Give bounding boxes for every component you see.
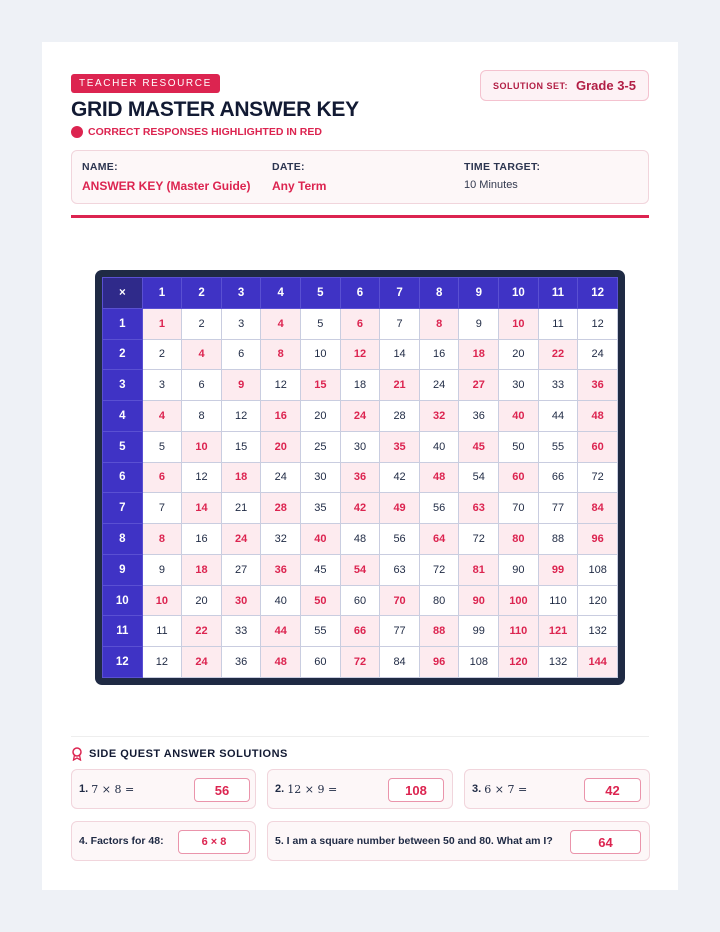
product-cell: 60 [499, 462, 539, 493]
product-cell: 96 [578, 524, 618, 555]
column-header: 10 [499, 278, 539, 309]
product-cell: 72 [340, 647, 380, 678]
product-cell: 12 [221, 401, 261, 432]
product-cell: 21 [221, 493, 261, 524]
table-row [103, 370, 618, 401]
table-row [103, 493, 618, 524]
product-cell: 9 [142, 554, 182, 585]
product-cell: 6 [182, 370, 222, 401]
column-header: 7 [380, 278, 420, 309]
product-cell: 22 [182, 616, 222, 647]
info-panel [71, 150, 649, 204]
product-cell: 24 [578, 339, 618, 370]
row-header: 9 [103, 554, 143, 585]
q1-answer: 56 [194, 778, 250, 802]
table-row [103, 647, 618, 678]
name-field [82, 161, 250, 193]
product-cell: 9 [459, 308, 499, 339]
product-cell: 80 [419, 585, 459, 616]
product-cell: 18 [340, 370, 380, 401]
product-cell: 88 [419, 616, 459, 647]
product-cell: 77 [538, 493, 578, 524]
product-cell: 56 [380, 524, 420, 555]
product-cell: 9 [221, 370, 261, 401]
product-cell: 32 [419, 401, 459, 432]
product-cell: 84 [578, 493, 618, 524]
product-cell: 20 [261, 431, 301, 462]
product-cell: 55 [301, 616, 341, 647]
table-row [103, 431, 618, 462]
product-cell: 49 [380, 493, 420, 524]
product-cell: 10 [182, 431, 222, 462]
red-dot-icon [71, 126, 83, 138]
product-cell: 70 [380, 585, 420, 616]
product-cell: 50 [499, 431, 539, 462]
time-target-field [464, 161, 540, 191]
table-row [103, 401, 618, 432]
product-cell: 36 [459, 401, 499, 432]
ribbon-icon [71, 747, 83, 761]
q2-expression: 12 × 9 = [287, 782, 338, 796]
product-cell: 11 [142, 616, 182, 647]
product-cell: 56 [419, 493, 459, 524]
product-cell: 27 [459, 370, 499, 401]
product-cell: 24 [419, 370, 459, 401]
product-cell: 96 [419, 647, 459, 678]
product-cell: 132 [578, 616, 618, 647]
product-cell: 12 [182, 462, 222, 493]
q2-number: 2. [275, 783, 285, 795]
row-header: 1 [103, 308, 143, 339]
product-cell: 35 [301, 493, 341, 524]
product-cell: 66 [340, 616, 380, 647]
product-cell: 36 [261, 554, 301, 585]
date-label: DATE: [272, 161, 305, 173]
solution-set-box [480, 70, 649, 101]
product-cell: 8 [182, 401, 222, 432]
product-cell: 5 [301, 308, 341, 339]
product-cell: 18 [221, 462, 261, 493]
product-cell: 36 [221, 647, 261, 678]
product-cell: 3 [221, 308, 261, 339]
product-cell: 50 [301, 585, 341, 616]
name-label: NAME: [82, 161, 118, 173]
product-cell: 40 [261, 585, 301, 616]
product-cell: 7 [142, 493, 182, 524]
product-cell: 132 [538, 647, 578, 678]
q3-answer: 42 [584, 778, 641, 802]
product-cell: 5 [142, 431, 182, 462]
product-cell: 66 [538, 462, 578, 493]
product-cell: 63 [380, 554, 420, 585]
product-cell: 20 [182, 585, 222, 616]
product-cell: 24 [182, 647, 222, 678]
q1-number: 1. [79, 783, 89, 795]
table-row [103, 585, 618, 616]
product-cell: 33 [538, 370, 578, 401]
product-cell: 64 [419, 524, 459, 555]
product-cell: 18 [182, 554, 222, 585]
column-header: 5 [301, 278, 341, 309]
multiplication-table [102, 277, 618, 678]
date-field [272, 161, 326, 193]
product-cell: 77 [380, 616, 420, 647]
product-cell: 60 [301, 647, 341, 678]
product-cell: 12 [578, 308, 618, 339]
product-cell: 42 [340, 493, 380, 524]
product-cell: 14 [380, 339, 420, 370]
product-cell: 40 [419, 431, 459, 462]
product-cell: 15 [221, 431, 261, 462]
product-cell: 99 [538, 554, 578, 585]
product-cell: 32 [261, 524, 301, 555]
column-header: 1 [142, 278, 182, 309]
row-header: 4 [103, 401, 143, 432]
product-cell: 30 [499, 370, 539, 401]
solution-set-label: SOLUTION SET: [493, 80, 569, 91]
product-cell: 72 [578, 462, 618, 493]
product-cell: 24 [221, 524, 261, 555]
name-value: ANSWER KEY (Master Guide) [82, 179, 251, 193]
product-cell: 54 [340, 554, 380, 585]
product-cell: 2 [182, 308, 222, 339]
product-cell: 120 [578, 585, 618, 616]
product-cell: 42 [380, 462, 420, 493]
product-cell: 48 [419, 462, 459, 493]
product-cell: 28 [261, 493, 301, 524]
row-header: 2 [103, 339, 143, 370]
table-row [103, 616, 618, 647]
row-header: 10 [103, 585, 143, 616]
time-value: 10 Minutes [464, 179, 518, 191]
subtitle [71, 126, 322, 138]
q3-number: 3. [472, 783, 482, 795]
row-header: 11 [103, 616, 143, 647]
product-cell: 36 [578, 370, 618, 401]
product-cell: 40 [301, 524, 341, 555]
product-cell: 48 [578, 401, 618, 432]
question-5 [267, 821, 650, 861]
table-row [103, 554, 618, 585]
product-cell: 2 [142, 339, 182, 370]
section-divider [71, 736, 649, 737]
table-row [103, 462, 618, 493]
product-cell: 110 [499, 616, 539, 647]
solution-set-value: Grade 3-5 [576, 78, 636, 93]
product-cell: 90 [499, 554, 539, 585]
product-cell: 44 [261, 616, 301, 647]
product-cell: 7 [380, 308, 420, 339]
product-cell: 16 [261, 401, 301, 432]
product-cell: 72 [459, 524, 499, 555]
row-header: 8 [103, 524, 143, 555]
product-cell: 16 [182, 524, 222, 555]
q5-answer: 64 [570, 830, 641, 854]
product-cell: 20 [499, 339, 539, 370]
product-cell: 21 [380, 370, 420, 401]
product-cell: 6 [142, 462, 182, 493]
product-cell: 100 [499, 585, 539, 616]
row-header: 7 [103, 493, 143, 524]
side-quest-heading [71, 747, 288, 761]
product-cell: 14 [182, 493, 222, 524]
product-cell: 55 [538, 431, 578, 462]
product-cell: 16 [419, 339, 459, 370]
table-row [103, 524, 618, 555]
column-header: 3 [221, 278, 261, 309]
product-cell: 81 [459, 554, 499, 585]
column-header: 12 [578, 278, 618, 309]
product-cell: 10 [142, 585, 182, 616]
column-header: 2 [182, 278, 222, 309]
product-cell: 15 [301, 370, 341, 401]
product-cell: 35 [380, 431, 420, 462]
product-cell: 10 [499, 308, 539, 339]
product-cell: 40 [499, 401, 539, 432]
product-cell: 4 [142, 401, 182, 432]
product-cell: 30 [340, 431, 380, 462]
row-header: 6 [103, 462, 143, 493]
row-header: 12 [103, 647, 143, 678]
question-3 [464, 769, 650, 809]
product-cell: 12 [142, 647, 182, 678]
multiplication-grid [95, 270, 625, 685]
product-cell: 48 [340, 524, 380, 555]
column-header: 11 [538, 278, 578, 309]
q5-text: 5. I am a square number between 50 and 80. What am I? [275, 835, 553, 847]
side-quest-title: SIDE QUEST ANSWER SOLUTIONS [89, 748, 288, 760]
column-header: 8 [419, 278, 459, 309]
column-header: 4 [261, 278, 301, 309]
table-row [103, 339, 618, 370]
q4-text: 4. Factors for 48: [79, 835, 164, 847]
q2-answer: 108 [388, 778, 444, 802]
row-header: 3 [103, 370, 143, 401]
product-cell: 48 [261, 647, 301, 678]
subtitle-text: CORRECT RESPONSES HIGHLIGHTED IN RED [88, 126, 322, 138]
product-cell: 4 [261, 308, 301, 339]
worksheet-page [42, 42, 678, 890]
product-cell: 24 [261, 462, 301, 493]
product-cell: 10 [301, 339, 341, 370]
column-header: 6 [340, 278, 380, 309]
date-value: Any Term [272, 179, 327, 193]
table-row [103, 308, 618, 339]
product-cell: 84 [380, 647, 420, 678]
product-cell: 54 [459, 462, 499, 493]
product-cell: 22 [538, 339, 578, 370]
product-cell: 25 [301, 431, 341, 462]
product-cell: 8 [261, 339, 301, 370]
product-cell: 24 [340, 401, 380, 432]
product-cell: 12 [340, 339, 380, 370]
product-cell: 1 [142, 308, 182, 339]
page-title: GRID MASTER ANSWER KEY [71, 98, 359, 121]
q3-expression: 6 × 7 = [484, 782, 528, 796]
product-cell: 45 [459, 431, 499, 462]
product-cell: 6 [221, 339, 261, 370]
divider-rule [71, 215, 649, 218]
product-cell: 44 [538, 401, 578, 432]
product-cell: 70 [499, 493, 539, 524]
time-label: TIME TARGET: [464, 161, 541, 173]
product-cell: 45 [301, 554, 341, 585]
product-cell: 110 [538, 585, 578, 616]
row-header: 5 [103, 431, 143, 462]
product-cell: 60 [340, 585, 380, 616]
product-cell: 20 [301, 401, 341, 432]
product-cell: 12 [261, 370, 301, 401]
product-cell: 99 [459, 616, 499, 647]
product-cell: 30 [301, 462, 341, 493]
question-1 [71, 769, 256, 809]
q4-answer: 6 × 8 [178, 830, 250, 854]
product-cell: 8 [419, 308, 459, 339]
product-cell: 88 [538, 524, 578, 555]
teacher-resource-badge: TEACHER RESOURCE [71, 74, 220, 93]
product-cell: 120 [499, 647, 539, 678]
product-cell: 3 [142, 370, 182, 401]
product-cell: 60 [578, 431, 618, 462]
product-cell: 8 [142, 524, 182, 555]
product-cell: 108 [578, 554, 618, 585]
product-cell: 144 [578, 647, 618, 678]
product-cell: 63 [459, 493, 499, 524]
product-cell: 72 [419, 554, 459, 585]
product-cell: 90 [459, 585, 499, 616]
product-cell: 28 [380, 401, 420, 432]
product-cell: 36 [340, 462, 380, 493]
product-cell: 6 [340, 308, 380, 339]
product-cell: 121 [538, 616, 578, 647]
product-cell: 4 [182, 339, 222, 370]
product-cell: 27 [221, 554, 261, 585]
product-cell: 108 [459, 647, 499, 678]
product-cell: 11 [538, 308, 578, 339]
product-cell: 30 [221, 585, 261, 616]
corner-cell: × [103, 278, 143, 309]
column-header: 9 [459, 278, 499, 309]
product-cell: 33 [221, 616, 261, 647]
question-4 [71, 821, 256, 861]
question-2 [267, 769, 453, 809]
q1-expression: 7 × 8 = [91, 782, 135, 796]
product-cell: 18 [459, 339, 499, 370]
product-cell: 80 [499, 524, 539, 555]
